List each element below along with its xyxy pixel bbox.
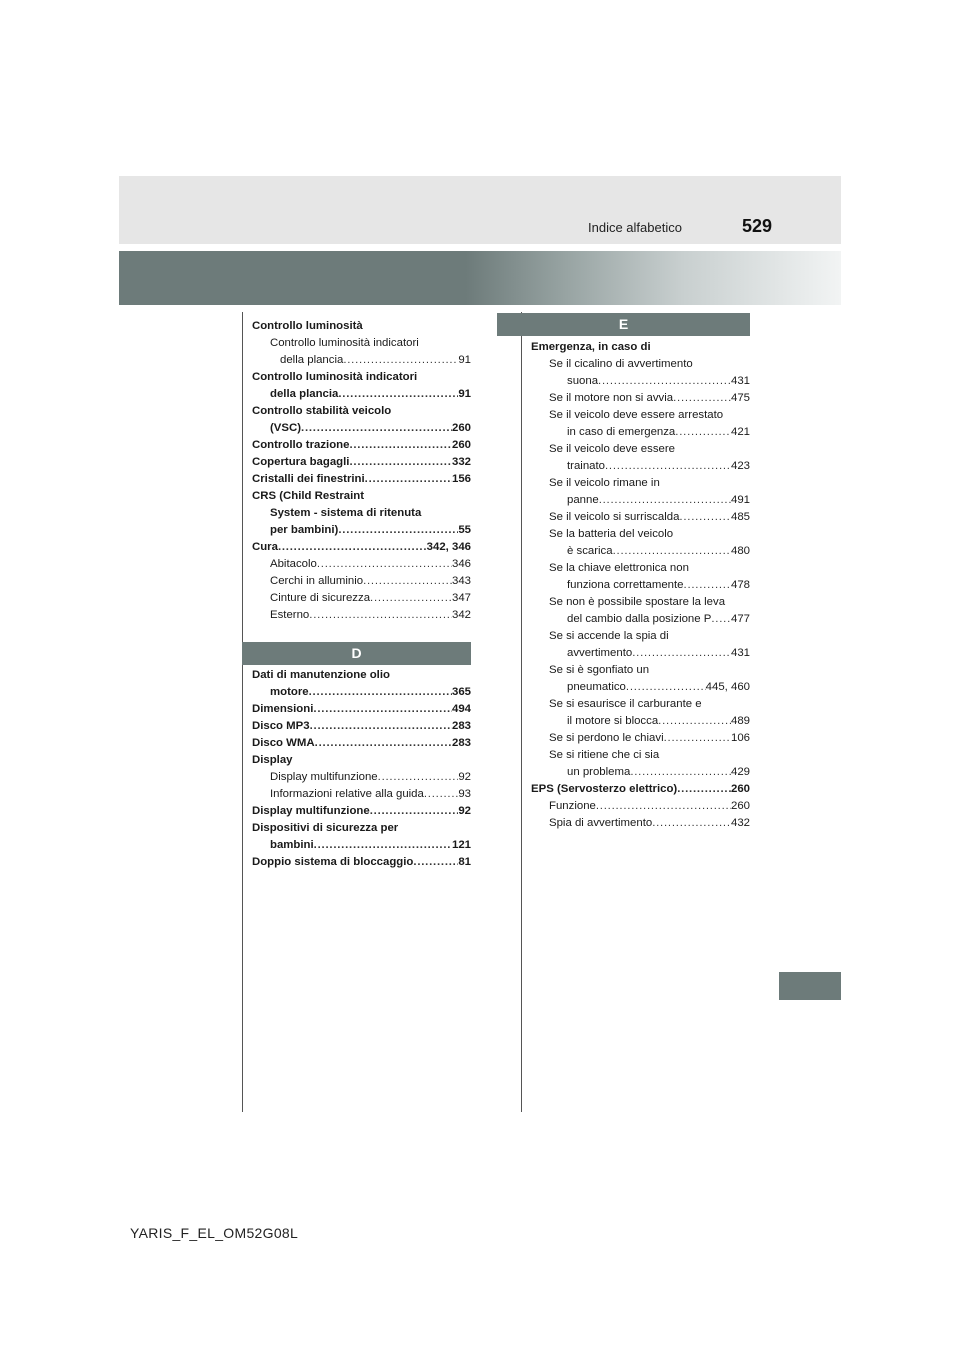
index-line xyxy=(252,701,471,718)
index-entry xyxy=(252,803,471,820)
leader-dots xyxy=(378,769,459,786)
page-reference: 343 xyxy=(451,575,471,587)
leader-dots xyxy=(632,645,731,662)
leader-dots xyxy=(343,352,458,369)
index-term: Spia di avvertimento xyxy=(549,817,653,829)
index-entry xyxy=(531,730,750,747)
page-reference: 477 xyxy=(730,613,750,625)
section-title: Indice alfabetico xyxy=(588,220,682,235)
index-entry xyxy=(531,696,750,730)
index-entry xyxy=(252,454,471,471)
index-term: Emergenza, in caso di xyxy=(531,341,651,353)
index-line xyxy=(252,471,471,488)
header-bar xyxy=(119,176,841,244)
index-term: Se il veicolo deve essere xyxy=(549,443,675,455)
index-entry xyxy=(531,475,750,509)
index-term: Disco WMA xyxy=(252,737,315,749)
index-entry xyxy=(252,556,471,573)
index-entry xyxy=(531,407,750,441)
index-term: Controllo trazione xyxy=(252,439,350,451)
index-term: Cinture di sicurezza xyxy=(270,592,371,604)
index-line xyxy=(531,577,750,594)
page-reference: 121 xyxy=(451,839,471,851)
leader-dots xyxy=(673,390,731,407)
leader-dots xyxy=(309,684,452,701)
index-tab-marker xyxy=(779,972,841,1000)
index-line xyxy=(252,386,471,403)
index-entry xyxy=(531,815,750,832)
index-entry xyxy=(531,781,750,798)
leader-dots xyxy=(363,573,452,590)
index-term: Dati di manutenzione olio xyxy=(252,669,390,681)
index-term: System - sistema di ritenuta xyxy=(270,507,422,519)
index-term: Controllo luminosità indicatori xyxy=(252,371,418,383)
index-term: Display multifunzione xyxy=(270,771,378,783)
index-entry xyxy=(252,403,471,437)
page-reference: 92 xyxy=(458,771,471,783)
leader-dots xyxy=(684,577,731,594)
index-entry xyxy=(252,820,471,854)
index-line xyxy=(531,560,750,577)
index-line xyxy=(531,645,750,662)
index-entry xyxy=(252,769,471,786)
index-term: motore xyxy=(270,686,309,698)
page-reference: 283 xyxy=(451,737,471,749)
index-term: è scarica xyxy=(567,545,613,557)
leader-dots xyxy=(317,556,452,573)
index-term: suona xyxy=(567,375,599,387)
index-line xyxy=(531,390,750,407)
index-term: Controllo luminosità indicatori xyxy=(270,337,419,349)
index-line xyxy=(531,407,750,424)
index-line xyxy=(252,420,471,437)
index-entry xyxy=(252,701,471,718)
leader-dots xyxy=(338,386,458,403)
page-reference: 81 xyxy=(458,856,471,868)
index-term: per bambini) xyxy=(270,524,339,536)
index-line xyxy=(252,607,471,624)
page-reference: 55 xyxy=(458,524,471,536)
index-entry xyxy=(531,747,750,781)
index-term: Se si esaurisce il carburante e xyxy=(549,698,702,710)
index-term: Display multifunzione xyxy=(252,805,370,817)
page-reference: 91 xyxy=(458,354,471,366)
index-line xyxy=(531,815,750,832)
leader-dots xyxy=(338,522,458,539)
index-term: EPS (Servosterzo elettrico) xyxy=(531,783,678,795)
index-term: della plancia xyxy=(270,388,339,400)
index-line xyxy=(531,543,750,560)
leader-dots xyxy=(309,607,452,624)
index-line xyxy=(252,522,471,539)
index-term: trainato xyxy=(567,460,605,472)
leader-dots xyxy=(675,424,731,441)
index-term: Se si perdono le chiavi xyxy=(549,732,664,744)
index-term: in caso di emergenza xyxy=(567,426,676,438)
leader-dots xyxy=(301,420,452,437)
index-term: Dimensioni xyxy=(252,703,314,715)
leader-dots xyxy=(349,437,452,454)
document-code: YARIS_F_EL_OM52G08L xyxy=(130,1225,299,1241)
page-reference: 432 xyxy=(730,817,750,829)
section-header-e: E xyxy=(497,313,750,336)
index-entry xyxy=(252,752,471,769)
page-reference: 478 xyxy=(730,579,750,591)
page-reference: 494 xyxy=(451,703,471,715)
index-line xyxy=(531,679,750,696)
index-line xyxy=(252,786,471,803)
leader-dots xyxy=(365,471,452,488)
page-reference: 342 xyxy=(451,609,471,621)
page-reference: 431 xyxy=(730,375,750,387)
index-term: funziona correttamente xyxy=(567,579,684,591)
index-term: Esterno xyxy=(270,609,310,621)
index-entry xyxy=(252,573,471,590)
index-line xyxy=(531,492,750,509)
index-term: Informazioni relative alla guida xyxy=(270,788,424,800)
index-term: pneumatico xyxy=(567,681,626,693)
page-reference: 91 xyxy=(458,388,471,400)
index-entry xyxy=(531,441,750,475)
index-entry xyxy=(252,667,471,701)
index-entry xyxy=(252,590,471,607)
index-line xyxy=(531,764,750,781)
index-line xyxy=(531,424,750,441)
index-entry xyxy=(252,369,471,403)
index-term: Funzione xyxy=(549,800,596,812)
index-column-c xyxy=(252,318,471,624)
index-term: un problema xyxy=(567,766,631,778)
index-line xyxy=(531,781,750,798)
index-line xyxy=(252,854,471,871)
index-term: Se il veicolo deve essere arrestato xyxy=(549,409,724,421)
index-line xyxy=(252,556,471,573)
index-term: (VSC) xyxy=(270,422,302,434)
index-line xyxy=(252,573,471,590)
page-reference: 260 xyxy=(451,422,471,434)
page-reference: 332 xyxy=(451,456,471,468)
index-line xyxy=(252,718,471,735)
page-reference: 346 xyxy=(451,558,471,570)
leader-dots xyxy=(315,735,452,752)
page-reference: 491 xyxy=(730,494,750,506)
page-reference: 423 xyxy=(730,460,750,472)
index-entry xyxy=(252,437,471,454)
index-term: Se il veicolo si surriscalda xyxy=(549,511,680,523)
index-term: Cerchi in alluminio xyxy=(270,575,364,587)
leader-dots xyxy=(314,837,452,854)
index-line xyxy=(252,684,471,701)
leader-dots xyxy=(711,611,731,628)
index-line xyxy=(531,339,750,356)
index-line xyxy=(531,662,750,679)
page-reference: 342, 346 xyxy=(426,541,471,553)
index-line xyxy=(252,803,471,820)
index-term: panne xyxy=(567,494,599,506)
index-line xyxy=(252,437,471,454)
index-term: Se si accende la spia di xyxy=(549,630,669,642)
index-term: Se la chiave elettronica non xyxy=(549,562,689,574)
index-entry xyxy=(531,526,750,560)
left-column-rule xyxy=(242,312,243,1112)
index-line xyxy=(252,488,471,505)
index-term: Dispositivi di sicurezza per xyxy=(252,822,399,834)
index-term: Se si ritiene che ci sia xyxy=(549,749,660,761)
index-entry xyxy=(531,390,750,407)
page-reference: 431 xyxy=(730,647,750,659)
leader-dots xyxy=(658,713,731,730)
index-term: il motore si blocca xyxy=(567,715,659,727)
index-line xyxy=(531,798,750,815)
index-line xyxy=(531,441,750,458)
index-line xyxy=(252,335,471,352)
index-column-d xyxy=(252,667,471,871)
index-entry xyxy=(252,471,471,488)
leader-dots xyxy=(424,786,458,803)
page-reference: 260 xyxy=(451,439,471,451)
leader-dots xyxy=(605,458,731,475)
index-term: Controllo luminosità xyxy=(252,320,363,332)
index-term: CRS (Child Restraint xyxy=(252,490,365,502)
index-term: Cristalli dei finestrini xyxy=(252,473,365,485)
page-reference: 156 xyxy=(451,473,471,485)
index-entry xyxy=(252,786,471,803)
index-line xyxy=(252,454,471,471)
index-term: Se il veicolo rimane in xyxy=(549,477,660,489)
index-entry xyxy=(252,318,471,335)
index-column-e xyxy=(531,339,750,832)
index-line xyxy=(252,590,471,607)
index-term: Se il motore non si avvia xyxy=(549,392,674,404)
index-entry xyxy=(252,488,471,539)
index-entry xyxy=(531,356,750,390)
index-line xyxy=(531,373,750,390)
index-line xyxy=(252,352,471,369)
leader-dots xyxy=(598,373,731,390)
index-line xyxy=(531,509,750,526)
index-entry xyxy=(531,594,750,628)
page-reference: 475 xyxy=(730,392,750,404)
index-entry xyxy=(252,539,471,556)
leader-dots xyxy=(278,539,427,556)
page-reference: 260 xyxy=(730,783,750,795)
index-term: Abitacolo xyxy=(270,558,317,570)
index-term: Disco MP3 xyxy=(252,720,310,732)
index-entry xyxy=(252,718,471,735)
leader-dots xyxy=(313,701,452,718)
leader-dots xyxy=(679,509,731,526)
page-reference: 106 xyxy=(730,732,750,744)
index-line xyxy=(252,403,471,420)
index-entry xyxy=(531,509,750,526)
page-reference: 480 xyxy=(730,545,750,557)
index-line xyxy=(252,837,471,854)
index-line xyxy=(252,667,471,684)
index-line xyxy=(531,696,750,713)
index-line xyxy=(252,820,471,837)
index-entry xyxy=(531,339,750,356)
index-term: Se il cicalino di avvertimento xyxy=(549,358,693,370)
page-reference: 93 xyxy=(458,788,471,800)
index-line xyxy=(531,611,750,628)
index-term: avvertimento xyxy=(567,647,633,659)
index-term: Doppio sistema di bloccaggio xyxy=(252,856,414,868)
leader-dots xyxy=(626,679,706,696)
index-term: Se si è sgonfiato un xyxy=(549,664,650,676)
leader-dots xyxy=(652,815,731,832)
right-column-rule xyxy=(521,312,522,1112)
index-entry xyxy=(252,607,471,624)
leader-dots xyxy=(596,798,731,815)
index-entry xyxy=(252,854,471,871)
page-reference: 92 xyxy=(458,805,471,817)
index-term: Display xyxy=(252,754,293,766)
index-line xyxy=(252,735,471,752)
leader-dots xyxy=(310,718,452,735)
index-term: Cura xyxy=(252,541,278,553)
leader-dots xyxy=(413,854,458,871)
index-line xyxy=(531,594,750,611)
index-line xyxy=(531,628,750,645)
index-entry xyxy=(531,628,750,662)
index-line xyxy=(252,769,471,786)
index-term: del cambio dalla posizione P xyxy=(567,613,712,625)
page-reference: 445, 460 xyxy=(705,681,750,693)
page-reference: 485 xyxy=(730,511,750,523)
index-entry xyxy=(531,798,750,815)
leader-dots xyxy=(599,492,731,509)
page-reference: 283 xyxy=(451,720,471,732)
leader-dots xyxy=(664,730,731,747)
index-line xyxy=(252,505,471,522)
header-band xyxy=(119,251,841,305)
index-line xyxy=(531,747,750,764)
page-reference: 489 xyxy=(730,715,750,727)
index-line xyxy=(252,369,471,386)
leader-dots xyxy=(370,803,459,820)
index-term: Se non è possibile spostare la leva xyxy=(549,596,726,608)
index-line xyxy=(531,730,750,747)
leader-dots xyxy=(370,590,452,607)
leader-dots xyxy=(613,543,731,560)
index-line xyxy=(252,539,471,556)
page-number: 529 xyxy=(742,216,773,236)
section-header-d: D xyxy=(242,642,471,665)
index-entry xyxy=(531,560,750,594)
leader-dots xyxy=(630,764,731,781)
leader-dots xyxy=(677,781,731,798)
index-line xyxy=(531,713,750,730)
page-reference: 260 xyxy=(730,800,750,812)
page-reference: 421 xyxy=(730,426,750,438)
index-term: della plancia xyxy=(280,354,344,366)
index-entry xyxy=(252,335,471,369)
page-reference: 347 xyxy=(451,592,471,604)
index-line xyxy=(531,356,750,373)
index-line xyxy=(252,752,471,769)
page-reference: 429 xyxy=(730,766,750,778)
index-line xyxy=(252,318,471,335)
index-term: bambini xyxy=(270,839,314,851)
index-term: Se la batteria del veicolo xyxy=(549,528,674,540)
index-line xyxy=(531,475,750,492)
index-entry xyxy=(531,662,750,696)
index-line xyxy=(531,526,750,543)
index-term: Controllo stabilità veicolo xyxy=(252,405,392,417)
leader-dots xyxy=(349,454,452,471)
index-entry xyxy=(252,735,471,752)
page-reference: 365 xyxy=(451,686,471,698)
index-term: Copertura bagagli xyxy=(252,456,350,468)
index-line xyxy=(531,458,750,475)
